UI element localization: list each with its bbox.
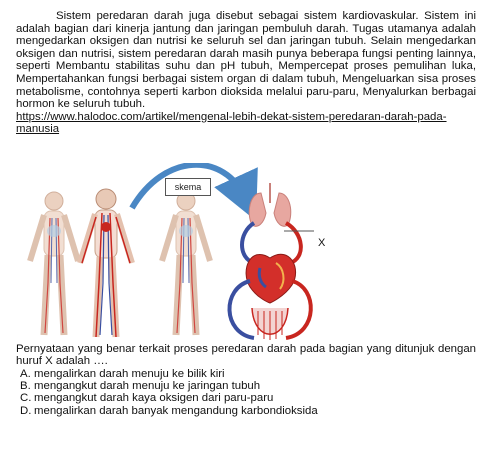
option-text: mengangkut darah menuju ke jaringan tubuh xyxy=(34,380,261,393)
option-text: mengalirkan darah banyak mengandung karbondioksida xyxy=(34,404,318,417)
body-figure-3 xyxy=(162,192,210,335)
option-c[interactable] xyxy=(20,392,318,404)
source-link[interactable]: https://www.halodoc.com/artikel/mengenal-lebih-dekat-sistem-peredaran-darah-pada-manusia xyxy=(16,110,447,136)
option-letter: D. xyxy=(20,404,32,417)
option-a[interactable] xyxy=(20,368,318,380)
question-stem: Pernyataan yang benar terkait proses peredaran darah pada bagian yang ditunjuk dengan huruf X adalah …. xyxy=(16,343,476,367)
option-text: mengangkut darah kaya oksigen dari paru-paru xyxy=(34,392,274,405)
option-letter: A. xyxy=(20,368,31,380)
circulatory-figure xyxy=(14,163,484,348)
body-figure-2 xyxy=(80,189,132,337)
option-text: mengalirkan darah menuju ke bilik kiri xyxy=(34,368,225,380)
option-b[interactable] xyxy=(20,380,318,392)
option-letter: C. xyxy=(20,392,32,405)
option-letter: B. xyxy=(20,380,31,393)
skema-label: skema xyxy=(165,178,211,196)
x-marker-label: X xyxy=(318,237,326,249)
option-d[interactable] xyxy=(20,405,318,417)
passage-text: Sistem peredaran darah juga disebut sebagai sistem kardiovaskular. Sistem ini adalah bagian dari kinerja jantung dan jaringan pembuluh darah. Tugas utamanya adalah mengedarkan oksigen dan nutrisi ke seluruh sel dan jaringan tubuh. Selain mengedarkan oksigen dan nutrisi, sistem peredaran darah masih punya beberapa fungsi penting lainnya, seperti Membantu stabilitas suhu dan pH tubuh, Mempercepat proses pemulihan luka, Mempertahankan fungsi berbagai sistem organ di dalam tubuh, Mengeluarkan sisa proses metabolisme, contohnya seperti karbon dioksida melalui paru-paru, Menyalurkan berbagai hormon ke seluruh tubuh. xyxy=(16,10,476,111)
circulation-schematic xyxy=(229,183,314,340)
passage xyxy=(16,10,476,136)
body-figure-1 xyxy=(30,192,78,335)
answer-options xyxy=(20,368,318,417)
